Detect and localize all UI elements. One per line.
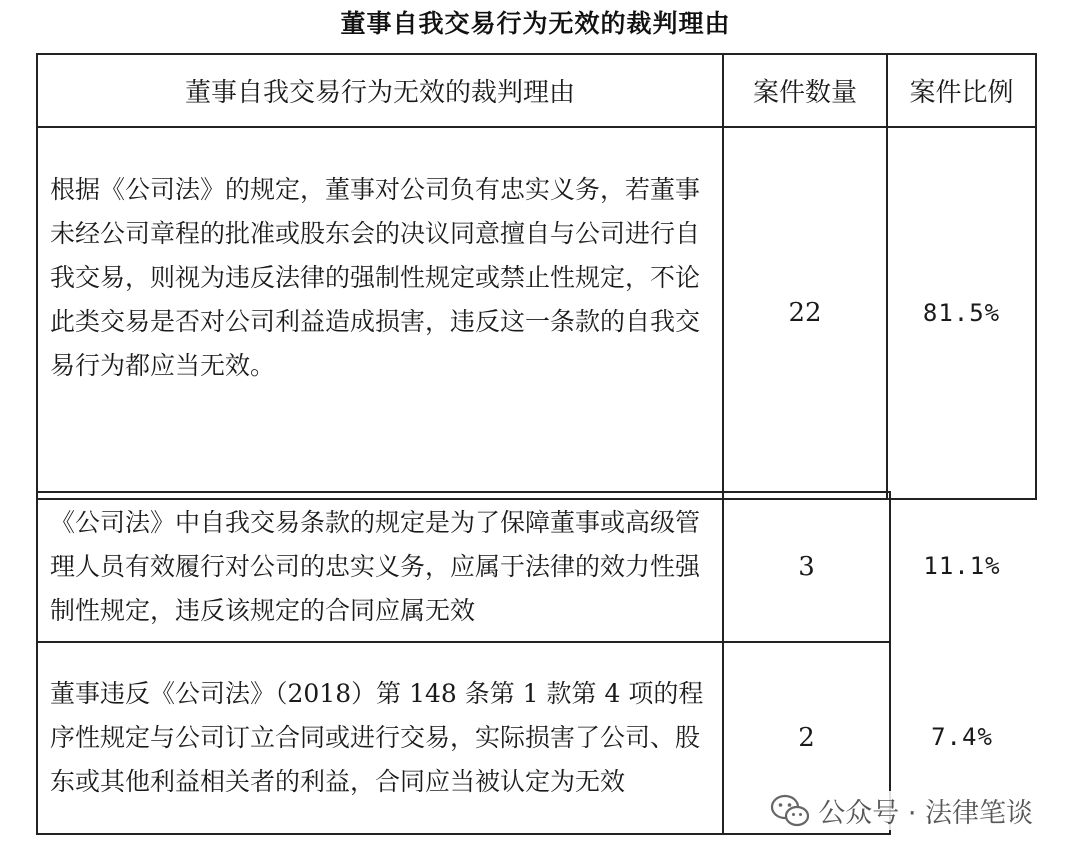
ratio-cell: 7.4% <box>931 723 993 751</box>
header-count: 案件数量 <box>723 54 887 127</box>
table-row <box>37 642 890 834</box>
ratio-cell: 11.1% <box>923 552 1001 580</box>
count-cell: 3 <box>723 492 890 642</box>
header-ratio: 案件比例 <box>887 54 1036 127</box>
reason-cell: 董事违反《公司法》（2018）第 148 条第 1 款第 4 项的程序性规定与公司订立合同或进行交易，实际损害了公司、股东或其他利益相关者的利益，合同应当被认定为无效 <box>37 642 723 834</box>
count-cell: 22 <box>723 127 887 499</box>
reason-cell: 根据《公司法》的规定，董事对公司负有忠实义务，若董事未经公司章程的批准或股东会的决议同意擅自与公司进行自我交易，则视为违反法律的强制性规定或禁止性规定，不论此类交易是否对公司利益造成损害，违反这一条款的自我交易行为都应当无效。 <box>37 127 723 499</box>
table-row <box>37 127 1036 499</box>
table-header-row <box>37 54 1036 127</box>
watermark-text: 公众号 · 法律笔谈 <box>818 798 1033 829</box>
count-cell: 2 <box>723 642 890 834</box>
ratio-column-continued <box>889 491 1035 833</box>
reasons-table <box>36 53 1037 500</box>
wechat-icon <box>770 794 810 828</box>
ratio-cell: 81.5% <box>887 127 1036 499</box>
header-reason: 董事自我交易行为无效的裁判理由 <box>37 54 723 127</box>
reason-cell: 《公司法》中自我交易条款的规定是为了保障董事或高级管理人员有效履行对公司的忠实义务，应属于法律的效力性强制性规定，违反该规定的合同应属无效 <box>37 492 723 642</box>
page-title: 董事自我交易行为无效的裁判理由 <box>340 9 731 38</box>
reasons-table-continued <box>36 491 891 835</box>
table-row <box>37 492 890 642</box>
watermark <box>764 791 1039 830</box>
